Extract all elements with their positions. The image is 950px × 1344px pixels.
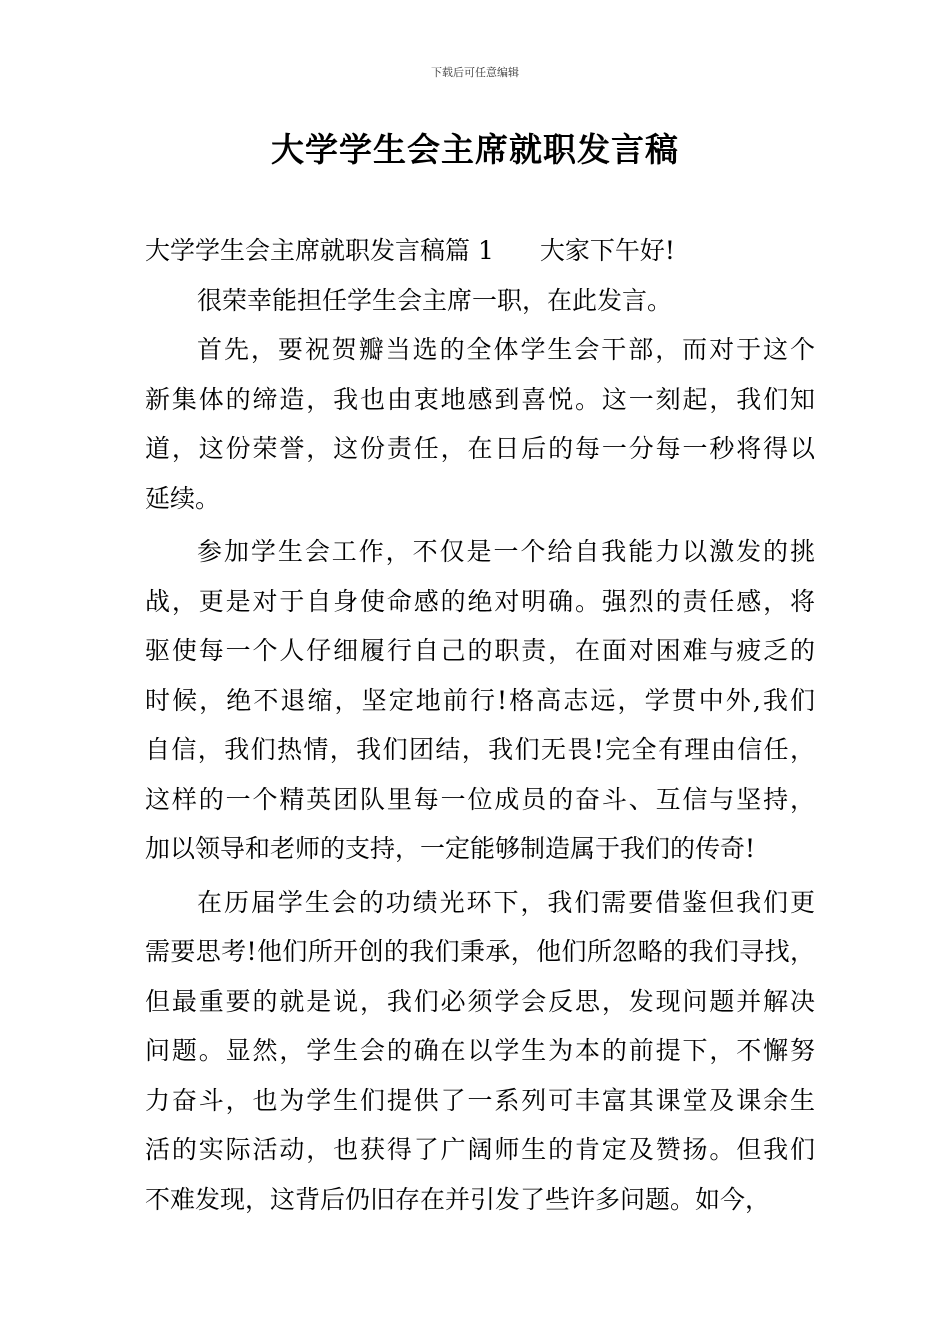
paragraph xyxy=(145,878,815,1225)
paragraph-line: 问题。显然，学生会的确在以学生为本的前提下，不懈努 xyxy=(145,1036,815,1065)
paragraph xyxy=(145,276,815,326)
paragraphs-container xyxy=(145,276,815,1225)
paragraph-line: 道，这份荣誉，这份责任，在日后的每一分每一秒将得以 xyxy=(145,434,815,463)
paragraph-line: 战，更是对于自身使命感的绝对明确。强烈的责任感，将 xyxy=(145,586,815,616)
paragraph-line: 但最重要的就是说，我们必须学会反思，发现问题并解决 xyxy=(145,986,815,1016)
paragraph xyxy=(145,527,815,874)
paragraph-line: 活的实际活动，也获得了广阔师生的肯定及赞扬。但我们 xyxy=(145,1135,815,1164)
paragraph-line: 这样的一个精英团队里每一位成员的奋斗、互信与坚持， xyxy=(145,784,815,814)
paragraph-line: 驱使每一个人仔细履行自己的职责，在面对困难与疲乏的 xyxy=(145,636,815,665)
paragraph-line: 力奋斗，也为学生们提供了一系列可丰富其课堂及课余生 xyxy=(145,1085,815,1115)
paragraph-line: 需要思考!他们所开创的我们秉承，他们所忽略的我们寻找， xyxy=(145,937,815,966)
paragraph-line: 延续。 xyxy=(145,483,221,513)
paragraph-line: 首先，要祝贺瓣当选的全体学生会干部，而对于这个 xyxy=(197,335,815,364)
paragraph-line: 新集体的缔造，我也由衷地感到喜悦。这一刻起，我们知 xyxy=(145,384,815,414)
paragraph-line: 在历届学生会的功绩光环下，我们需要借鉴但我们更 xyxy=(197,887,815,917)
paragraph-line: 很荣幸能担任学生会主席一职，在此发言。 xyxy=(197,285,673,315)
paragraph-line: 参加学生会工作，不仅是一个给自我能力以激发的挑 xyxy=(197,537,815,566)
paragraph-line: 自信，我们热情，我们团结，我们无畏!完全有理由信任， xyxy=(145,735,815,764)
paragraph-line: 不难发现，这背后仍旧存在并引发了些许多问题。如今， xyxy=(145,1184,771,1214)
paragraph xyxy=(145,325,815,523)
section-heading: 大学学生会主席就职发言稿篇 1 xyxy=(145,236,494,265)
document-body xyxy=(145,226,815,1224)
header-note: 下载后可任意编辑 xyxy=(431,66,519,79)
paragraph-line: 加以领导和老师的支持，一定能够制造属于我们的传奇! xyxy=(145,834,756,863)
greeting-text: 大家下午好! xyxy=(539,236,675,265)
paragraph-line: 时候，绝不退缩，坚定地前行!格高志远，学贯中外,我们 xyxy=(145,685,815,715)
document-title: 大学学生会主席就职发言稿 xyxy=(271,130,679,169)
section-heading-line xyxy=(145,226,815,276)
